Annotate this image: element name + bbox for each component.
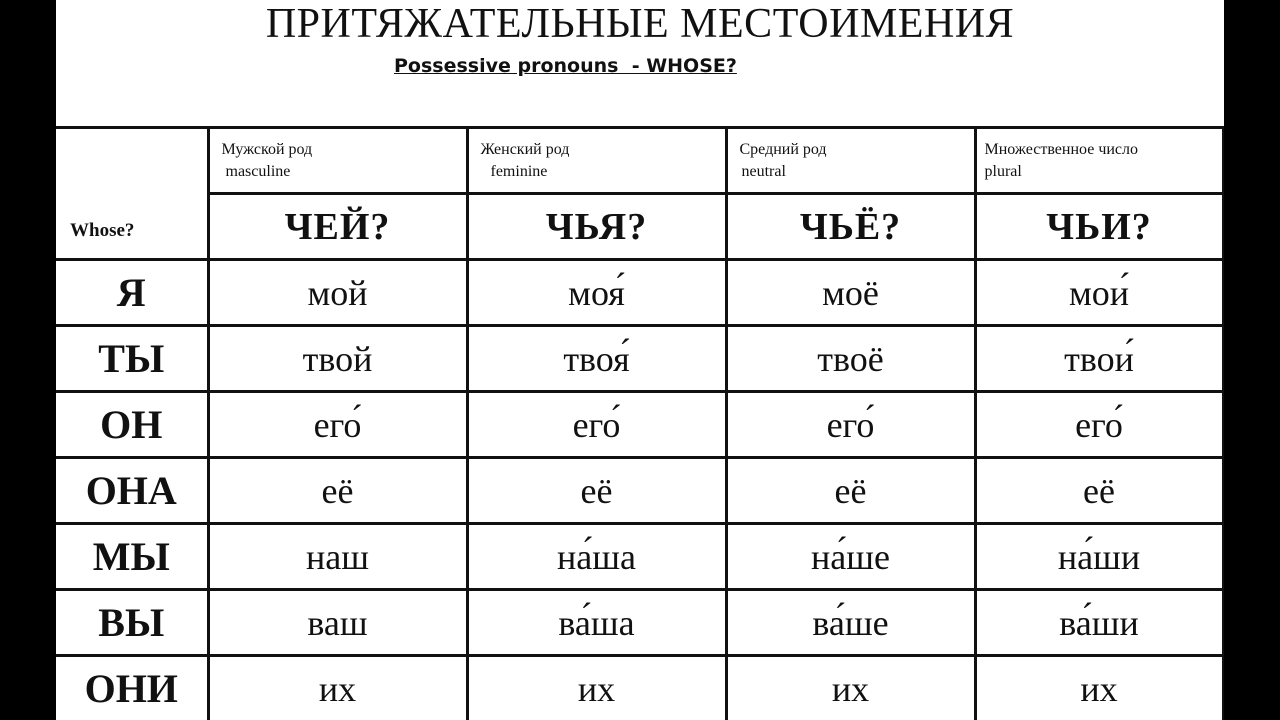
form-cell: их	[467, 656, 726, 720]
pronoun-cell: ОНИ	[56, 656, 208, 720]
gender-label-en: neutral	[741, 163, 786, 180]
form-cell: ва́ше	[726, 590, 975, 656]
form-cell: на́ше	[726, 524, 975, 590]
form-cell: её	[208, 458, 467, 524]
question-cell: ЧЬЁ?	[726, 194, 975, 260]
form-cell: ваш	[208, 590, 467, 656]
form-cell: на́ши	[975, 524, 1223, 590]
question-cell: ЧЬЯ?	[467, 194, 726, 260]
gender-label-en: plural	[984, 163, 1022, 180]
form-cell: их	[726, 656, 975, 720]
page-title: ПРИТЯЖАТЕЛЬНЫЕ МЕСТОИМЕНИЯ	[265, 1, 1015, 47]
question-cell: ЧЕЙ?	[208, 194, 467, 260]
form-cell: его́	[208, 392, 467, 458]
form-cell: их	[208, 656, 467, 720]
form-cell: его́	[467, 392, 726, 458]
gender-label-ru: Мужской род	[221, 141, 313, 158]
whose-header-cell	[56, 128, 208, 260]
form-cell: твоё	[726, 326, 975, 392]
form-cell: моё	[726, 260, 975, 326]
table-row	[56, 326, 1223, 392]
form-cell: её	[467, 458, 726, 524]
gender-header-neutral	[726, 128, 975, 194]
gender-header-plural	[975, 128, 1223, 194]
form-cell: мои́	[975, 260, 1223, 326]
page-subtitle: Possessive pronouns - WHOSE?	[394, 55, 737, 77]
whose-label: Whose?	[70, 220, 135, 241]
pronoun-cell: ОН	[56, 392, 208, 458]
pronoun-cell: МЫ	[56, 524, 208, 590]
gender-label-ru: Средний род	[739, 141, 827, 158]
form-cell: мой	[208, 260, 467, 326]
gender-header-feminine	[467, 128, 726, 194]
form-cell: твоя́	[467, 326, 726, 392]
question-cell: ЧЬИ?	[975, 194, 1223, 260]
table-row	[56, 260, 1223, 326]
form-cell: наш	[208, 524, 467, 590]
pronoun-cell: ОНА	[56, 458, 208, 524]
form-cell: её	[726, 458, 975, 524]
gender-label-ru: Множественное число	[984, 141, 1139, 158]
worksheet	[56, 0, 1224, 720]
form-cell: ва́ши	[975, 590, 1223, 656]
gender-header-masculine	[208, 128, 467, 194]
table-row	[56, 392, 1223, 458]
form-cell: её	[975, 458, 1223, 524]
table-row	[56, 524, 1223, 590]
table-row	[56, 458, 1223, 524]
pronoun-cell: ВЫ	[56, 590, 208, 656]
form-cell: на́ша	[467, 524, 726, 590]
gender-label-en: feminine	[490, 163, 548, 180]
pronoun-cell: ТЫ	[56, 326, 208, 392]
form-cell: твой	[208, 326, 467, 392]
form-cell: их	[975, 656, 1223, 720]
form-cell: ва́ша	[467, 590, 726, 656]
question-header-row	[56, 194, 1223, 260]
pronoun-table	[56, 126, 1224, 720]
table-row	[56, 590, 1223, 656]
form-cell: моя́	[467, 260, 726, 326]
gender-label-ru: Женский род	[480, 141, 570, 158]
table-row	[56, 656, 1223, 720]
gender-header-row	[56, 128, 1223, 194]
form-cell: его́	[975, 392, 1223, 458]
gender-label-en: masculine	[225, 163, 291, 180]
form-cell: его́	[726, 392, 975, 458]
pronoun-cell: Я	[56, 260, 208, 326]
form-cell: твои́	[975, 326, 1223, 392]
